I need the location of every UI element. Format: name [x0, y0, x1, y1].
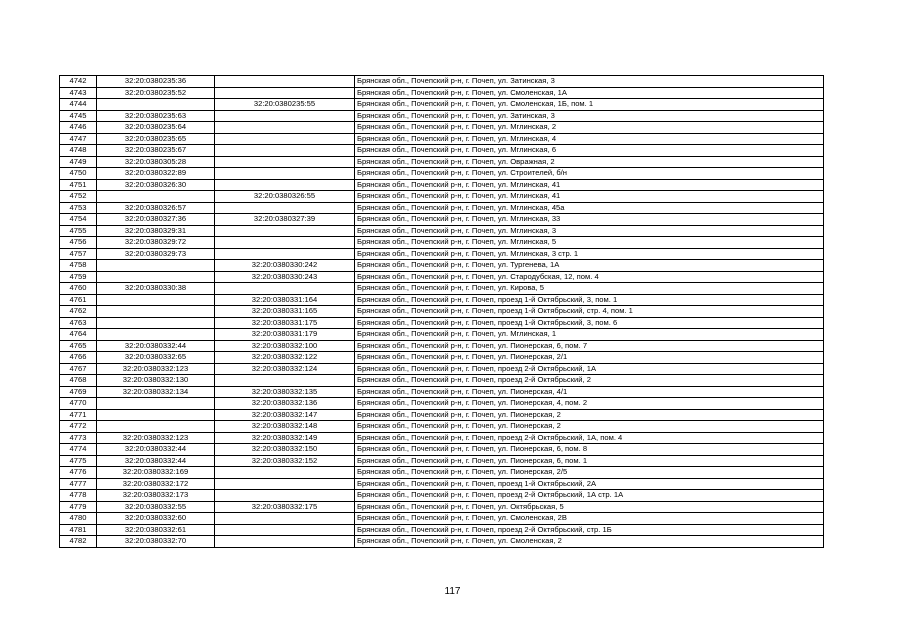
table-row [60, 283, 824, 295]
row-number-cell: 4746 [60, 122, 97, 134]
cadastral-number-cell [97, 99, 215, 111]
cadastral-number-secondary-cell [215, 145, 355, 157]
table-row [60, 352, 824, 364]
cadastral-number-cell: 32:20:0380332:70 [97, 536, 215, 548]
cadastral-number-cell: 32:20:0380332:130 [97, 375, 215, 387]
address-cell: Брянская обл., Почепский р-н, г. Почеп, проезд 1-й Октябрьский, стр. 4, пом. 1 [355, 306, 824, 318]
row-number-cell: 4764 [60, 329, 97, 341]
cadastral-number-secondary-cell: 32:20:0380332:149 [215, 432, 355, 444]
table-row [60, 294, 824, 306]
row-number-cell: 4771 [60, 409, 97, 421]
address-cell: Брянская обл., Почепский р-н, г. Почеп, проезд 1-й Октябрьский, 2А [355, 478, 824, 490]
cadastral-number-cell: 32:20:0380326:30 [97, 179, 215, 191]
row-number-cell: 4747 [60, 133, 97, 145]
row-number-cell: 4745 [60, 110, 97, 122]
address-cell: Брянская обл., Почепский р-н, г. Почеп, ул. Кирова, 5 [355, 283, 824, 295]
table-row [60, 122, 824, 134]
row-number-cell: 4765 [60, 340, 97, 352]
row-number-cell: 4755 [60, 225, 97, 237]
cadastral-number-secondary-cell [215, 225, 355, 237]
address-cell: Брянская обл., Почепский р-н, г. Почеп, ул. Пионерская, 2 [355, 409, 824, 421]
address-cell: Брянская обл., Почепский р-н, г. Почеп, проезд 1-й Октябрьский, 3, пом. 6 [355, 317, 824, 329]
table-row [60, 363, 824, 375]
address-cell: Брянская обл., Почепский р-н, г. Почеп, ул. Стародубская, 12, пом. 4 [355, 271, 824, 283]
row-number-cell: 4768 [60, 375, 97, 387]
cadastral-number-cell [97, 409, 215, 421]
table-row [60, 513, 824, 525]
table-row [60, 536, 824, 548]
cadastral-number-cell: 32:20:0380332:169 [97, 467, 215, 479]
address-cell: Брянская обл., Почепский р-н, г. Почеп, ул. Пионерская, 2 [355, 421, 824, 433]
table-row [60, 317, 824, 329]
cadastral-number-cell: 32:20:0380326:57 [97, 202, 215, 214]
cadastral-number-secondary-cell [215, 237, 355, 249]
cadastral-number-cell: 32:20:0380322:89 [97, 168, 215, 180]
cadastral-number-secondary-cell [215, 478, 355, 490]
cadastral-number-secondary-cell [215, 87, 355, 99]
cadastral-number-cell [97, 306, 215, 318]
row-number-cell: 4782 [60, 536, 97, 548]
table-row [60, 501, 824, 513]
cadastral-number-secondary-cell: 32:20:0380330:242 [215, 260, 355, 272]
cadastral-number-secondary-cell: 32:20:0380331:179 [215, 329, 355, 341]
row-number-cell: 4752 [60, 191, 97, 203]
cadastral-number-cell: 32:20:0380332:44 [97, 340, 215, 352]
cadastral-number-cell: 32:20:0380332:55 [97, 501, 215, 513]
table-row [60, 237, 824, 249]
table-row [60, 156, 824, 168]
row-number-cell: 4774 [60, 444, 97, 456]
table-row [60, 76, 824, 88]
table-row [60, 340, 824, 352]
row-number-cell: 4767 [60, 363, 97, 375]
address-cell: Брянская обл., Почепский р-н, г. Почеп, ул. Мглинская, 41 [355, 179, 824, 191]
cadastral-number-cell: 32:20:0380332:123 [97, 363, 215, 375]
cadastral-number-cell: 32:20:0380235:67 [97, 145, 215, 157]
address-cell: Брянская обл., Почепский р-н, г. Почеп, ул. Смоленская, 2 [355, 536, 824, 548]
address-cell: Брянская обл., Почепский р-н, г. Почеп, ул. Мглинская, 41 [355, 191, 824, 203]
table-row [60, 145, 824, 157]
table-row [60, 375, 824, 387]
address-cell: Брянская обл., Почепский р-н, г. Почеп, проезд 2-й Октябрьский, стр. 1Б [355, 524, 824, 536]
cadastral-number-cell: 32:20:0380329:73 [97, 248, 215, 260]
table-row [60, 202, 824, 214]
table-row [60, 191, 824, 203]
row-number-cell: 4754 [60, 214, 97, 226]
cadastral-number-cell [97, 329, 215, 341]
cadastral-number-secondary-cell [215, 110, 355, 122]
table-row [60, 225, 824, 237]
table-row [60, 110, 824, 122]
table-row [60, 329, 824, 341]
table-row [60, 444, 824, 456]
document-table-container [59, 75, 823, 548]
cadastral-number-secondary-cell [215, 156, 355, 168]
address-cell: Брянская обл., Почепский р-н, г. Почеп, ул. Пионерская, 6, пом. 7 [355, 340, 824, 352]
cadastral-number-secondary-cell: 32:20:0380235:55 [215, 99, 355, 111]
cadastral-number-secondary-cell: 32:20:0380327:39 [215, 214, 355, 226]
table-row [60, 421, 824, 433]
cadastral-number-secondary-cell: 32:20:0380330:243 [215, 271, 355, 283]
table-row [60, 99, 824, 111]
address-cell: Брянская обл., Почепский р-н, г. Почеп, ул. Строителей, б/н [355, 168, 824, 180]
table-row [60, 133, 824, 145]
cadastral-table [59, 75, 824, 548]
cadastral-number-secondary-cell [215, 202, 355, 214]
address-cell: Брянская обл., Почепский р-н, г. Почеп, ул. Мглинская, 45а [355, 202, 824, 214]
row-number-cell: 4756 [60, 237, 97, 249]
cadastral-number-secondary-cell [215, 248, 355, 260]
cadastral-number-secondary-cell [215, 179, 355, 191]
cadastral-number-cell: 32:20:0380332:44 [97, 455, 215, 467]
cadastral-number-cell: 32:20:0380332:172 [97, 478, 215, 490]
cadastral-number-secondary-cell: 32:20:0380332:136 [215, 398, 355, 410]
address-cell: Брянская обл., Почепский р-н, г. Почеп, ул. Пионерская, 4, пом. 2 [355, 398, 824, 410]
cadastral-number-cell: 32:20:0380332:60 [97, 513, 215, 525]
row-number-cell: 4742 [60, 76, 97, 88]
row-number-cell: 4751 [60, 179, 97, 191]
address-cell: Брянская обл., Почепский р-н, г. Почеп, ул. Мглинская, 1 [355, 329, 824, 341]
address-cell: Брянская обл., Почепский р-н, г. Почеп, проезд 2-й Октябрьский, 2 [355, 375, 824, 387]
row-number-cell: 4770 [60, 398, 97, 410]
row-number-cell: 4781 [60, 524, 97, 536]
address-cell: Брянская обл., Почепский р-н, г. Почеп, ул. Смоленская, 1А [355, 87, 824, 99]
row-number-cell: 4762 [60, 306, 97, 318]
cadastral-number-secondary-cell [215, 283, 355, 295]
cadastral-number-cell [97, 271, 215, 283]
cadastral-number-secondary-cell: 32:20:0380331:165 [215, 306, 355, 318]
cadastral-number-cell: 32:20:0380332:173 [97, 490, 215, 502]
address-cell: Брянская обл., Почепский р-н, г. Почеп, ул. Мглинская, 6 [355, 145, 824, 157]
cadastral-number-secondary-cell: 32:20:0380332:150 [215, 444, 355, 456]
cadastral-number-secondary-cell [215, 375, 355, 387]
address-cell: Брянская обл., Почепский р-н, г. Почеп, ул. Смоленская, 2В [355, 513, 824, 525]
row-number-cell: 4758 [60, 260, 97, 272]
table-row [60, 432, 824, 444]
table-row [60, 467, 824, 479]
cadastral-number-secondary-cell: 32:20:0380332:175 [215, 501, 355, 513]
address-cell: Брянская обл., Почепский р-н, г. Почеп, ул. Мглинская, 2 [355, 122, 824, 134]
cadastral-number-secondary-cell: 32:20:0380332:152 [215, 455, 355, 467]
row-number-cell: 4763 [60, 317, 97, 329]
table-row [60, 248, 824, 260]
address-cell: Брянская обл., Почепский р-н, г. Почеп, проезд 2-й Октябрьский, 1А стр. 1А [355, 490, 824, 502]
address-cell: Брянская обл., Почепский р-н, г. Почеп, ул. Смоленская, 1Б, пом. 1 [355, 99, 824, 111]
row-number-cell: 4743 [60, 87, 97, 99]
cadastral-number-secondary-cell [215, 168, 355, 180]
table-row [60, 87, 824, 99]
row-number-cell: 4748 [60, 145, 97, 157]
row-number-cell: 4753 [60, 202, 97, 214]
cadastral-number-cell [97, 294, 215, 306]
cadastral-number-secondary-cell: 32:20:0380332:148 [215, 421, 355, 433]
page-number: 117 [444, 586, 461, 597]
cadastral-number-secondary-cell [215, 536, 355, 548]
row-number-cell: 4761 [60, 294, 97, 306]
cadastral-number-secondary-cell: 32:20:0380332:147 [215, 409, 355, 421]
cadastral-number-secondary-cell: 32:20:0380332:122 [215, 352, 355, 364]
table-row [60, 398, 824, 410]
address-cell: Брянская обл., Почепский р-н, г. Почеп, ул. Затинская, 3 [355, 76, 824, 88]
row-number-cell: 4757 [60, 248, 97, 260]
cadastral-number-cell: 32:20:0380235:65 [97, 133, 215, 145]
address-cell: Брянская обл., Почепский р-н, г. Почеп, ул. Мглинская, 5 [355, 237, 824, 249]
cadastral-number-secondary-cell: 32:20:0380331:175 [215, 317, 355, 329]
row-number-cell: 4780 [60, 513, 97, 525]
cadastral-number-cell: 32:20:0380235:36 [97, 76, 215, 88]
cadastral-number-cell [97, 398, 215, 410]
cadastral-number-secondary-cell [215, 122, 355, 134]
cadastral-number-secondary-cell: 32:20:0380332:100 [215, 340, 355, 352]
cadastral-number-cell: 32:20:0380332:65 [97, 352, 215, 364]
address-cell: Брянская обл., Почепский р-н, г. Почеп, ул. Затинская, 3 [355, 110, 824, 122]
cadastral-number-secondary-cell [215, 513, 355, 525]
address-cell: Брянская обл., Почепский р-н, г. Почеп, проезд 1-й Октябрьский, 3, пом. 1 [355, 294, 824, 306]
cadastral-number-cell: 32:20:0380332:61 [97, 524, 215, 536]
cadastral-number-cell: 32:20:0380329:31 [97, 225, 215, 237]
table-row [60, 478, 824, 490]
table-row [60, 271, 824, 283]
address-cell: Брянская обл., Почепский р-н, г. Почеп, ул. Тургенева, 1А [355, 260, 824, 272]
cadastral-number-cell: 32:20:0380235:64 [97, 122, 215, 134]
table-row [60, 386, 824, 398]
row-number-cell: 4778 [60, 490, 97, 502]
cadastral-number-secondary-cell [215, 76, 355, 88]
cadastral-number-secondary-cell [215, 524, 355, 536]
cadastral-number-secondary-cell [215, 133, 355, 145]
cadastral-number-secondary-cell: 32:20:0380331:164 [215, 294, 355, 306]
row-number-cell: 4779 [60, 501, 97, 513]
row-number-cell: 4773 [60, 432, 97, 444]
address-cell: Брянская обл., Почепский р-н, г. Почеп, ул. Пионерская, 2/5 [355, 467, 824, 479]
table-row [60, 306, 824, 318]
cadastral-number-cell: 32:20:0380330:38 [97, 283, 215, 295]
cadastral-number-cell: 32:20:0380332:123 [97, 432, 215, 444]
table-row [60, 490, 824, 502]
address-cell: Брянская обл., Почепский р-н, г. Почеп, ул. Пионерская, 2/1 [355, 352, 824, 364]
row-number-cell: 4772 [60, 421, 97, 433]
address-cell: Брянская обл., Почепский р-н, г. Почеп, проезд 2-й Октябрьский, 1А, пом. 4 [355, 432, 824, 444]
table-row [60, 179, 824, 191]
row-number-cell: 4750 [60, 168, 97, 180]
table-row [60, 214, 824, 226]
row-number-cell: 4759 [60, 271, 97, 283]
address-cell: Брянская обл., Почепский р-н, г. Почеп, ул. Мглинская, 33 [355, 214, 824, 226]
cadastral-number-cell: 32:20:0380329:72 [97, 237, 215, 249]
address-cell: Брянская обл., Почепский р-н, г. Почеп, ул. Мглинская, 4 [355, 133, 824, 145]
table-row [60, 455, 824, 467]
row-number-cell: 4749 [60, 156, 97, 168]
table-row [60, 524, 824, 536]
row-number-cell: 4776 [60, 467, 97, 479]
cadastral-number-secondary-cell: 32:20:0380332:124 [215, 363, 355, 375]
cadastral-number-cell: 32:20:0380332:44 [97, 444, 215, 456]
cadastral-number-secondary-cell [215, 467, 355, 479]
address-cell: Брянская обл., Почепский р-н, г. Почеп, ул. Мглинская, 3 стр. 1 [355, 248, 824, 260]
cadastral-number-cell: 32:20:0380305:28 [97, 156, 215, 168]
cadastral-number-cell: 32:20:0380332:134 [97, 386, 215, 398]
table-row [60, 409, 824, 421]
row-number-cell: 4744 [60, 99, 97, 111]
row-number-cell: 4766 [60, 352, 97, 364]
cadastral-number-cell [97, 421, 215, 433]
cadastral-number-cell: 32:20:0380235:63 [97, 110, 215, 122]
cadastral-number-cell [97, 191, 215, 203]
address-cell: Брянская обл., Почепский р-н, г. Почеп, ул. Пионерская, 6, пом. 1 [355, 455, 824, 467]
row-number-cell: 4769 [60, 386, 97, 398]
address-cell: Брянская обл., Почепский р-н, г. Почеп, ул. Пионерская, 4/1 [355, 386, 824, 398]
address-cell: Брянская обл., Почепский р-н, г. Почеп, проезд 2-й Октябрьский, 1А [355, 363, 824, 375]
cadastral-number-cell [97, 317, 215, 329]
cadastral-number-cell: 32:20:0380235:52 [97, 87, 215, 99]
address-cell: Брянская обл., Почепский р-н, г. Почеп, ул. Овражная, 2 [355, 156, 824, 168]
table-body [60, 76, 824, 548]
cadastral-number-secondary-cell: 32:20:0380332:135 [215, 386, 355, 398]
cadastral-number-secondary-cell [215, 490, 355, 502]
table-row [60, 260, 824, 272]
row-number-cell: 4775 [60, 455, 97, 467]
cadastral-number-cell [97, 260, 215, 272]
table-row [60, 168, 824, 180]
address-cell: Брянская обл., Почепский р-н, г. Почеп, ул. Пионерская, 6, пом. 8 [355, 444, 824, 456]
address-cell: Брянская обл., Почепский р-н, г. Почеп, ул. Октябрьская, 5 [355, 501, 824, 513]
cadastral-number-secondary-cell: 32:20:0380326:55 [215, 191, 355, 203]
row-number-cell: 4760 [60, 283, 97, 295]
row-number-cell: 4777 [60, 478, 97, 490]
address-cell: Брянская обл., Почепский р-н, г. Почеп, ул. Мглинская, 3 [355, 225, 824, 237]
cadastral-number-cell: 32:20:0380327:36 [97, 214, 215, 226]
